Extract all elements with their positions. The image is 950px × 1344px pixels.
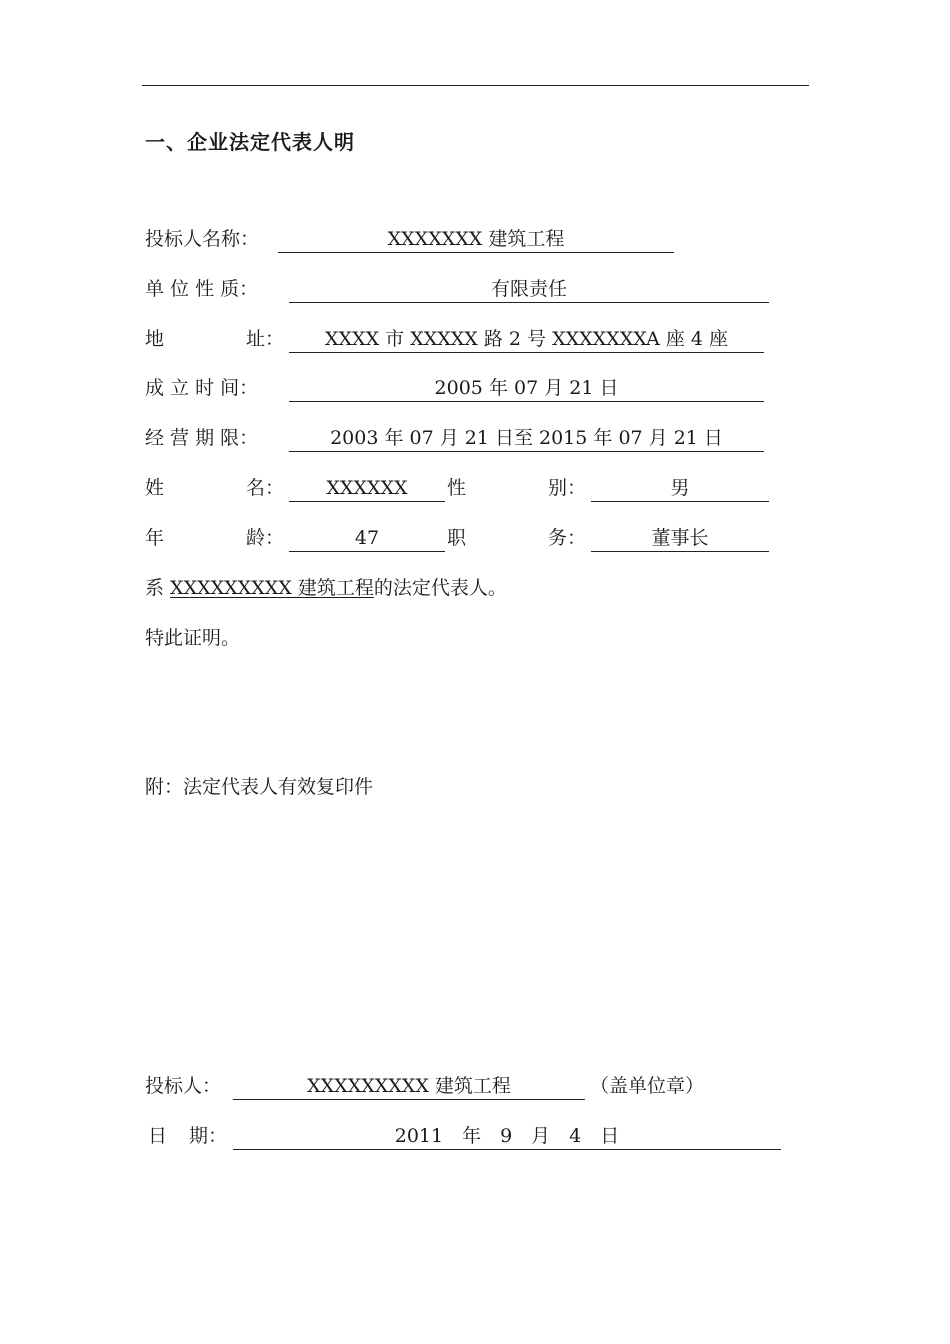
header-rule [142,85,809,86]
term-label: 经 营 期 限： [145,427,259,449]
attachment-note: 附：法定代表人有效复印件 [145,776,374,798]
gender-field[interactable]: 男 [591,473,769,502]
gender-label-start: 性 [447,477,467,499]
age-label-start: 年 [145,527,165,549]
gender-label-end: 别： [548,477,587,499]
statement-line [145,573,507,603]
unit-nature-label: 单 位 性 质： [145,278,259,300]
certify-text: 特此证明。 [145,627,241,649]
footer-date-field[interactable]: 2011 年 9 月 4 日 [233,1121,781,1150]
page-title: 一、企业法定代表人明 [145,130,355,154]
address-label-start: 地 [145,328,165,350]
position-label-end: 务： [548,527,587,549]
statement-suffix: 的法定代表人。 [373,577,507,599]
established-field[interactable]: 2005 年 07 月 21 日 [289,373,764,402]
name-label-end: 名： [246,477,285,499]
footer-bidder-field[interactable]: XXXXXXXXX 建筑工程 [233,1071,585,1100]
position-field[interactable]: 董事长 [591,523,769,552]
term-field[interactable]: 2003 年 07 月 21 日至 2015 年 07 月 21 日 [289,423,764,452]
name-field[interactable]: XXXXXX [289,473,445,502]
position-label-start: 职 [447,527,467,549]
bidder-name-field[interactable]: XXXXXXX 建筑工程 [278,224,674,253]
unit-nature-field[interactable]: 有限责任 [289,274,769,303]
age-label-end: 龄： [246,527,285,549]
seal-note: （盖单位章） [590,1075,705,1097]
established-label: 成 立 时 间： [145,377,259,399]
footer-bidder-label: 投标人： [145,1075,222,1097]
footer-date-label-end: 期： [189,1125,228,1147]
bidder-name-label: 投标人名称： [145,228,260,250]
name-label-start: 姓 [145,477,165,499]
age-field[interactable]: 47 [289,523,445,552]
statement-company: XXXXXXXXX 建筑工程 [170,577,374,599]
statement-prefix: 系 [145,577,171,599]
address-field[interactable]: XXXX 市 XXXXX 路 2 号 XXXXXXXA 座 4 座 [289,324,764,353]
footer-date-label-start: 日 [148,1125,168,1147]
address-label-end: 址： [246,328,285,350]
